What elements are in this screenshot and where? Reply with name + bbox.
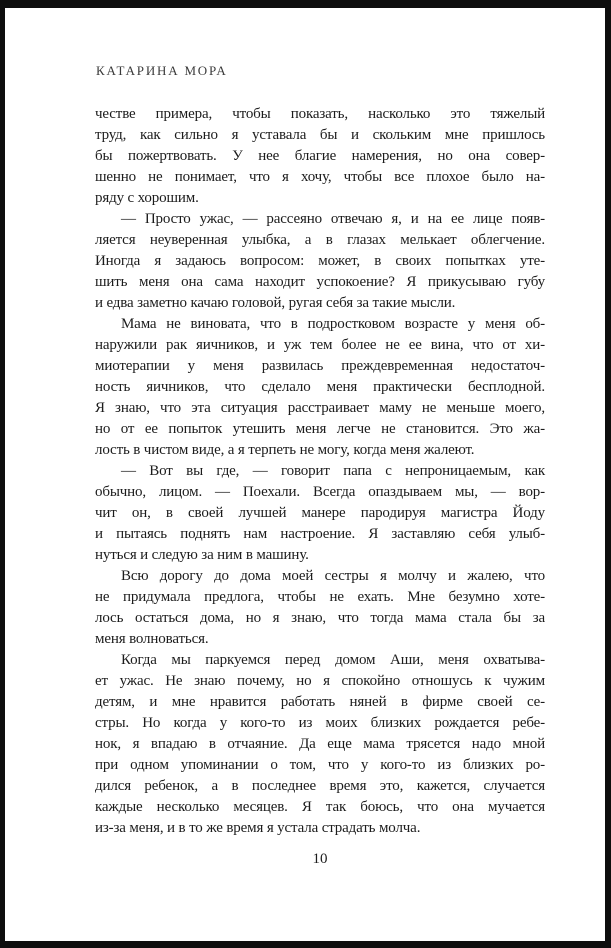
running-header-author: КАТАРИНА МОРА — [96, 63, 228, 78]
text-line: каждые несколько месяцев. Я так боюсь, что она мучается — [95, 799, 545, 815]
text-block — [95, 104, 545, 839]
text-line: при одном упоминании о том, что у кого-то из близких ро- — [95, 757, 545, 773]
text-line: из-за меня, и в то же время я устала страдать молча. — [95, 820, 421, 836]
text-line: Когда мы паркуемся перед домом Аши, меня охватыва- — [121, 652, 545, 668]
page-number: 10 — [312, 851, 328, 867]
text-line: ет ужас. Не знаю почему, но я спокойно отношусь к чужим — [95, 673, 545, 689]
text-line: наружили рак яичников, и уж тем более не ее вина, что от хи- — [95, 337, 545, 353]
text-line: и пытаясь поднять нам настроение. Я заставляю себя улыб- — [95, 526, 545, 542]
text-line: бы пожертвовать. У нее благие намерения, но она совер- — [95, 148, 545, 164]
text-line: стры. Но когда у кого-то из моих близких рождается ребе- — [95, 715, 545, 731]
text-line: шенно не понимает, что я хочу, чтобы все плохое было на- — [95, 169, 545, 185]
text-line: обычно, лицом. — Поехали. Всегда опаздываем мы, — вор- — [95, 484, 545, 500]
text-line: но от ее попыток утешить меня легче не становится. Это жа- — [95, 421, 545, 437]
text-line: дился ребенок, а в последнее время это, кажется, случается — [95, 778, 545, 794]
text-line: и едва заметно качаю головой, ругая себя за такие мысли. — [95, 295, 456, 311]
text-line: Иногда я задаюсь вопросом: может, в своих попытках уте- — [95, 253, 545, 269]
text-line: — Вот вы где, — говорит папа с непроницаемым, как — [121, 463, 545, 479]
text-line: лось остаться дома, но я знаю, что тогда мама стала бы за — [95, 610, 545, 626]
text-line: меня волноваться. — [95, 631, 209, 647]
text-line: детям, и мне нравится работать няней в фирме своей се- — [95, 694, 545, 710]
text-line: ряду с хорошим. — [95, 190, 199, 206]
text-line: — Просто ужас, — рассеяно отвечаю я, и на ее лице появ- — [121, 211, 545, 227]
text-line: Мама не виновата, что в подростковом возрасте у меня об- — [121, 316, 545, 332]
text-line: труд, как сильно я уставала бы и скольким мне пришлось — [95, 127, 545, 143]
text-line: нок, я впадаю в отчаяние. Да еще мама трясется надо мной — [95, 736, 545, 752]
text-line: Всю дорогу до дома моей сестры я молчу и жалею, что — [121, 568, 545, 584]
text-line: Я знаю, что эта ситуация расстраивает маму не меньше моего, — [95, 400, 545, 416]
text-line: не придумала предлога, чтобы не ехать. Мне безумно хоте- — [95, 589, 545, 605]
text-line: лость в чистом виде, а я терпеть не могу, когда меня жалеют. — [95, 442, 475, 458]
text-line: шить меня она сама находит успокоение? Я прикусываю губу — [95, 274, 545, 290]
text-line: ность яичников, что сделало меня практически бесплодной. — [95, 379, 545, 395]
text-line: миотерапии у меня развилась преждевременная недостаточ- — [95, 358, 545, 374]
text-line: чит он, в своей лучшей манере пародируя магистра Йоду — [95, 505, 545, 521]
text-line: нуться и следую за ним в машину. — [95, 547, 309, 563]
text-line: честве примера, чтобы показать, насколько это тяжелый — [95, 106, 545, 122]
book-page — [5, 8, 605, 941]
text-line: ляется неуверенная улыбка, а в глазах мелькает облегчение. — [95, 232, 545, 248]
